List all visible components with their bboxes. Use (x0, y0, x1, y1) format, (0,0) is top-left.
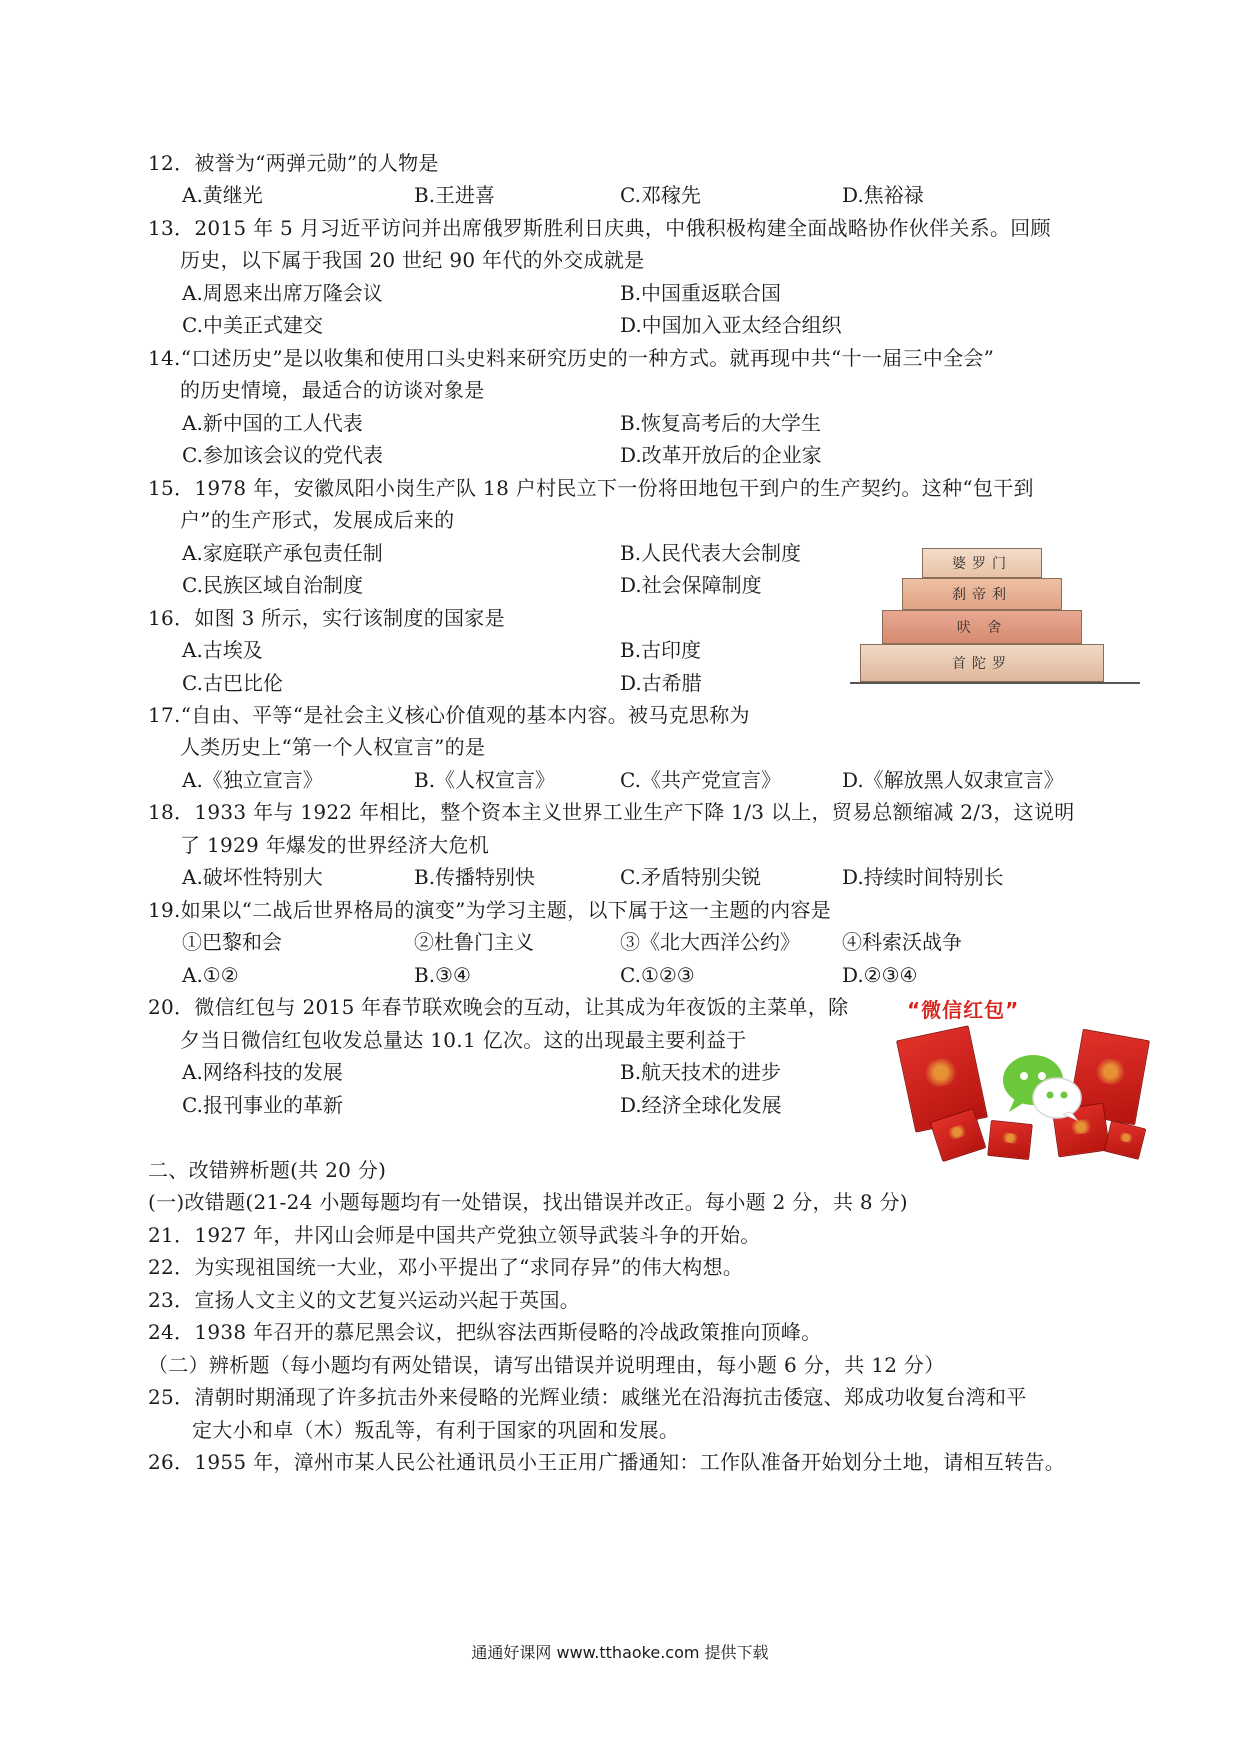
q15-option-c: C.民族区域自治制度 (182, 573, 363, 597)
tier-brahmin: 婆罗门 (922, 548, 1042, 578)
q19-item-1: ①巴黎和会 (182, 930, 282, 954)
q13-option-c: C.中美正式建交 (182, 313, 323, 337)
q14-option-d: D.改革开放后的企业家 (620, 443, 822, 467)
q20-option-c: C.报刊事业的革新 (182, 1093, 343, 1117)
tier-kshatriya: 刹帝利 (902, 578, 1062, 610)
question-14-stem: 14.“口述历史”是以收集和使用口头史料来研究历史的一种方式。就再现中共“十一届三中全会” (148, 346, 995, 370)
q18-option-a: A.破坏性特别大 (182, 865, 323, 889)
question-17-stem: 17.“自由、平等“是社会主义核心价值观的基本内容。被马克思称为 (148, 703, 750, 727)
red-packet-icon (1104, 1120, 1147, 1160)
question-15-stem-cont: 户”的生产形式，发展成后来的 (180, 508, 455, 532)
question-17-stem-cont: 人类历史上“第一个人权宣言”的是 (180, 735, 486, 759)
q19-option-b: B.③④ (414, 963, 471, 987)
question-24: 24．1938 年召开的慕尼黑会议，把纵容法西斯侵略的冷战政策推向顶峰。 (148, 1320, 822, 1344)
q17-option-b: B.《人权宣言》 (414, 768, 556, 792)
q12-option-c: C.邓稼先 (620, 183, 701, 207)
q16-option-c: C.古巴比伦 (182, 671, 283, 695)
q19-option-a: A.①② (182, 963, 239, 987)
q18-option-c: C.矛盾特别尖锐 (620, 865, 761, 889)
question-15-stem: 15．1978 年，安徽凤阳小岗生产队 18 户村民立下一份将田地包干到户的生产契约。这种“包干到 (148, 476, 1034, 500)
question-13-stem: 13．2015 年 5 月习近平访问并出席俄罗斯胜利日庆典，中俄积极构建全面战略协作伙伴关系。回顾 (148, 216, 1051, 240)
q13-option-b: B.中国重返联合国 (620, 281, 782, 305)
question-18-stem: 18．1933 年与 1922 年相比，整个资本主义世界工业生产下降 1/3 以上，贸易总额缩减 2/3，这说明 (148, 800, 1075, 824)
q12-option-d: D.焦裕禄 (842, 183, 924, 207)
question-14-stem-cont: 的历史情境，最适合的访谈对象是 (180, 378, 485, 402)
question-21: 21．1927 年，井冈山会师是中国共产党独立领导武装斗争的开始。 (148, 1223, 761, 1247)
section-2-part-1-instructions: (一)改错题(21-24 小题每题均有一处错误，找出错误并改正。每小题 2 分，共 8 分) (148, 1190, 908, 1214)
question-25-cont: 定大小和卓（木）叛乱等，有利于国家的巩固和发展。 (192, 1418, 680, 1442)
q15-option-b: B.人民代表大会制度 (620, 541, 802, 565)
q13-option-d: D.中国加入亚太经合组织 (620, 313, 842, 337)
q12-option-a: A.黄继光 (182, 183, 263, 207)
question-13-stem-cont: 历史，以下属于我国 20 世纪 90 年代的外交成就是 (180, 248, 645, 272)
q17-option-c: C.《共产党宣言》 (620, 768, 781, 792)
q19-item-2: ②杜鲁门主义 (414, 930, 534, 954)
q16-option-b: B.古印度 (620, 638, 702, 662)
q16-option-a: A.古埃及 (182, 638, 263, 662)
q13-option-a: A.周恩来出席万隆会议 (182, 281, 383, 305)
q15-option-d: D.社会保障制度 (620, 573, 762, 597)
q16-option-d: D.古希腊 (620, 671, 702, 695)
q14-option-c: C.参加该会议的党代表 (182, 443, 383, 467)
q14-option-a: A.新中国的工人代表 (182, 411, 363, 435)
q17-option-a: A.《独立宣言》 (182, 768, 323, 792)
pyramid-base-line (850, 682, 1140, 684)
wechat-logo-icon (1001, 1052, 1085, 1122)
question-18-stem-cont: 了 1929 年爆发的世界经济大危机 (180, 833, 490, 857)
question-20-stem: 20．微信红包与 2015 年春节联欢晚会的互动，让其成为年夜饭的主菜单，除 (148, 995, 849, 1019)
q15-option-a: A.家庭联产承包责任制 (182, 541, 383, 565)
section-2-part-2-instructions: （二）辨析题（每小题均有两处错误，请写出错误并说明理由，每小题 6 分，共 12 分） (148, 1353, 945, 1377)
wechat-red-packet-title: “微信红包” (907, 998, 1020, 1022)
question-25: 25．清朝时期涌现了许多抗击外来侵略的光辉业绩：戚继光在沿海抗击倭寇、郑成功收复台湾和平 (148, 1385, 1027, 1409)
q18-option-d: D.持续时间特别长 (842, 865, 1004, 889)
question-26: 26．1955 年，漳州市某人民公社通讯员小王正用广播通知：工作队准备开始划分土地，请相互转告。 (148, 1450, 1066, 1474)
question-16-stem: 16．如图 3 所示，实行该制度的国家是 (148, 606, 505, 630)
q19-item-4: ④科索沃战争 (842, 930, 962, 954)
q19-option-d: D.②③④ (842, 963, 918, 987)
q20-option-a: A.网络科技的发展 (182, 1060, 343, 1084)
q20-option-b: B.航天技术的进步 (620, 1060, 782, 1084)
wechat-red-packet-figure (905, 994, 1150, 1162)
q19-option-c: C.①②③ (620, 963, 695, 987)
q18-option-b: B.传播特别快 (414, 865, 536, 889)
q20-option-d: D.经济全球化发展 (620, 1093, 782, 1117)
q19-item-3: ③《北大西洋公约》 (620, 930, 800, 954)
q14-option-b: B.恢复高考后的大学生 (620, 411, 822, 435)
red-packet-icon (987, 1120, 1033, 1160)
question-19-stem: 19.如果以“二战后世界格局的演变”为学习主题，以下属于这一主题的内容是 (148, 898, 832, 922)
question-23: 23．宣扬人文主义的文艺复兴运动兴起于英国。 (148, 1288, 581, 1312)
section-2-title: 二、改错辨析题(共 20 分) (148, 1158, 387, 1182)
tier-shudra: 首陀罗 (860, 644, 1104, 682)
caste-pyramid-figure (850, 548, 1150, 700)
q17-option-d: D.《解放黑人奴隶宣言》 (842, 768, 1064, 792)
q12-option-b: B.王进喜 (414, 183, 496, 207)
question-12-stem: 12．被誉为“两弹元勋”的人物是 (148, 151, 439, 175)
question-20-stem-cont: 夕当日微信红包收发总量达 10.1 亿次。这的出现最主要利益于 (180, 1028, 747, 1052)
tier-vaishya: 吠 舍 (882, 610, 1082, 644)
question-22: 22．为实现祖国统一大业，邓小平提出了“求同存异”的伟大构想。 (148, 1255, 744, 1279)
page-footer: 通通好课网 www.tthaoke.com 提供下载 (471, 1643, 769, 1662)
